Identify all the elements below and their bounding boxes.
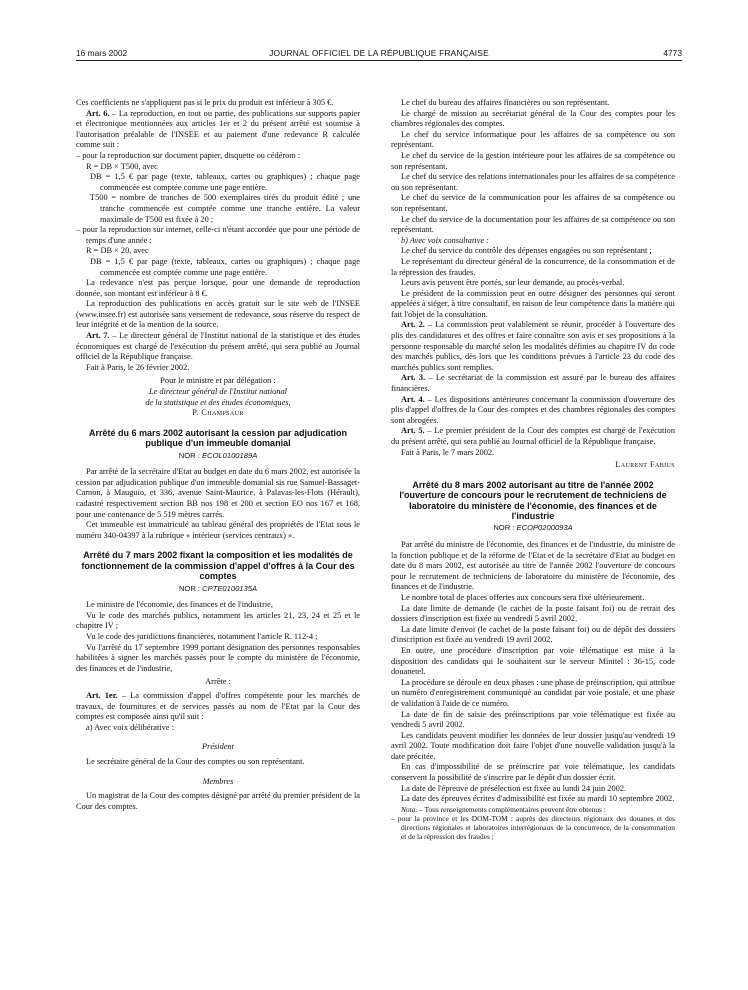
paragraph: Par arrêté du ministre de l'économie, des finances et de l'industrie, du ministre de la fonction publique et de la réforme de l'Etat et de la secrétaire d'Etat au budget en date du 8 mars 2002, est autorisée au titre de l'année 2002 l'ouverture de concours pour le recrutement de techniciens de laboratoire du ministère de l'économie, des finances et de l'industrie. (391, 540, 675, 592)
article-label: Art. 2. (401, 320, 425, 330)
paragraph: Vu l'arrêté du 17 septembre 1999 portant désignation des personnes responsables habilitées à signer les marchés passés pour le compte du ministère de l'économie, des finances et de l'industrie, (76, 642, 360, 673)
list-item: – pour la reproduction sur internet, celle-ci n'étant accordée que pour une période de temps d'une année : (76, 225, 360, 245)
article-label: Art. 7. (86, 331, 110, 341)
paragraph: En cas d'impossibilité de se préinscrire par voie télématique, les candidats conservent la possibilité de s'inscrire par le dépôt d'un dossier écrit. (391, 762, 675, 783)
nota-text: – Tous renseignements complémentaires peuvent être obtenus : (417, 804, 606, 814)
paragraph: Le chargé de mission au secrétariat général de la Cour des comptes pour les chambres régionales des comptes. (391, 108, 675, 129)
paragraph: b) Avec voix consultative : (401, 235, 489, 245)
signatory-name: P. Champsaur (192, 408, 244, 418)
paragraph: a) Avec voix délibérative : (86, 722, 174, 732)
signatory-name: Laurent Fabius (615, 460, 675, 470)
paragraph: La date limite de demande (le cachet de la poste faisant foi) ou de retrait des dossiers d'inscription est fixée au vendredi 5 avril 2002. (391, 603, 675, 624)
nor-reference (76, 584, 360, 595)
article-label: Art. 5. (401, 426, 425, 436)
article-5 (391, 426, 675, 447)
decree-heading: Arrêté du 6 mars 2002 autorisant la cession par adjudication publique d'un immeuble domanial (88, 427, 348, 449)
paragraph: Le ministre de l'économie, des finances et de l'industrie, (86, 600, 273, 610)
paragraph: Le chef du service du contrôle des dépenses engagées ou son représentant ; (401, 246, 652, 256)
signature-line: Pour le ministre et par délégation : (160, 376, 276, 386)
article-label: Art. 4. (401, 394, 425, 404)
page-number: 4773 (663, 48, 682, 58)
article-label: Art. 6. (86, 108, 110, 118)
article-text: – Le directeur général de l'Institut national de la statistique et des études économiques est chargé de l'exécution du présent arrêté, qui sera publié au Journal officiel de la République française. (76, 331, 361, 362)
signature-line: Le directeur général de l'Institut national (149, 387, 287, 397)
paragraph: Par arrêté de la secrétaire d'Etat au budget en date du 6 mars 2002, est autorisée la cession par adjudication publique d'un immeuble domanial sis rue Samuel-Bassaget-Carnon, à Mauguio, et 336, avenue Saint-Maurice, à Palavas-les-Flots (Hérault), cadastré respectivement section BB nos 198 et 200 et section EO nos 167 et 168, pour une contenance de 5 519 mètres carrés. (76, 467, 360, 519)
paragraph: Le chef du service de la documentation pour les affaires de sa compétence ou son représentant. (391, 214, 675, 235)
paragraph: Ces coefficients ne s'appliquent pas si le prix du produit est inférieur à 305 €. (76, 98, 334, 107)
nor-label: NOR : (178, 450, 202, 460)
paragraph: Le chef du bureau des affaires financières ou son représentant. (401, 98, 610, 107)
paragraph: La reproduction des publications en accès gratuit sur le site web de l'INSEE (www.insee.fr) est autorisée sans versement de redevance, sous réserve du respect de leur intégrité et de la mention de la source. (76, 299, 360, 330)
decree-heading: Arrêté du 7 mars 2002 fixant la composition et les modalités de fonctionnement de la commission d'appel d'offres à la Cour des comptes (81, 550, 355, 582)
journal-title: JOURNAL OFFICIEL DE LA RÉPUBLIQUE FRANÇAISE (269, 48, 489, 58)
nor-reference (391, 523, 675, 534)
article-label: Art. 3. (401, 373, 426, 383)
date-line: Fait à Paris, le 26 février 2002. (86, 362, 190, 372)
paragraph: Les candidats peuvent modifier les données de leur dossier jusqu'au vendredi 19 avril 2002. Toute modification doit faire l'objet d'une nouvelle validation jusqu'à la date précitée. (391, 730, 675, 761)
article-text: – La commission d'appel d'offres compétente pour les marchés de travaux, de fournitures et de services passés au nom de l'Etat par la Cour des comptes est composée ainsi qu'il suit : (76, 690, 361, 722)
nota (391, 805, 675, 814)
page-header (76, 44, 682, 61)
formula: R = DB × 20, avec (86, 246, 149, 256)
right-column (391, 98, 675, 842)
signature-line: de la statistique et des études économiques, (145, 397, 291, 407)
formula: R = DB × T500, avec (86, 161, 158, 171)
nota-label: Nota. (401, 804, 418, 814)
paragraph: La date de fin de saisie des préinscriptions par voie télématique est fixée au vendredi 5 avril 2002. (391, 709, 675, 730)
paragraph: Le chef du service informatique pour les affaires de sa compétence ou son représentant. (391, 129, 675, 150)
paragraph: La redevance n'est pas perçue lorsque, pour une demande de reproduction donnée, son montant est inférieur à 8 €. (76, 278, 360, 298)
article-3 (391, 373, 675, 394)
paragraph: Vu le code des marchés publics, notamment les articles 21, 23, 24 et 25 et le chapitre IV ; (76, 610, 360, 631)
nor-code: ECOP0200093A (516, 523, 573, 533)
paragraph: La date limite d'envoi (le cachet de la poste faisant foi) ou de dépôt des dossiers d'inscription est fixée au vendredi 19 avril 2002. (391, 624, 675, 645)
nor-reference (76, 451, 360, 462)
paragraph: La date de l'épreuve de présélection est fixée au lundi 24 juin 2002. (401, 783, 627, 793)
paragraph: Cet immeuble est immatriculé au tableau général des propriétés de l'Etat sous le numéro 340-04397 à la rubrique « intérieur (services centraux) ». (76, 520, 360, 540)
article-label: Art. 1er. (86, 690, 118, 700)
left-column (76, 98, 360, 812)
article-7 (76, 331, 360, 363)
paragraph: La date des épreuves écrites d'admissibilité est fixée au mardi 10 septembre 2002. (401, 794, 675, 804)
article-text: – Le secrétariat de la commission est assuré par le bureau des affaires financières. (391, 373, 675, 394)
article-text: – La commission peut valablement se réunir, procéder à l'ouverture des plis des candidatures et des offres et faire connaître son avis et ses propositions à la personne responsable du marché selon les modalités définies au chapitre IV du code des marchés publics, dès lors que les conditions prévues à l'article 23 du code des marchés publics sont remplies. (391, 320, 675, 372)
date-line: Fait à Paris, le 7 mars 2002. (401, 447, 495, 457)
paragraph: Le secrétaire général de la Cour des comptes ou son représentant. (86, 756, 305, 766)
definition: DB = 1,5 € par page (texte, tableaux, cartes ou graphiques) ; chaque page commencée est comptée comme une page entière. (90, 256, 360, 277)
article-2 (391, 320, 675, 373)
paragraph: Le chef du service des relations internationales pour les affaires de sa compétence ou son représentant. (391, 172, 675, 192)
decree-heading: Arrêté du 8 mars 2002 autorisant au titre de l'année 2002 l'ouverture de concours pour le recrutement de techniciens de laboratoire du ministère de l'économie, des finances et de l'industrie (399, 479, 667, 521)
nor-code: ECOL0100189A (201, 450, 258, 460)
paragraph: Le nombre total de places offertes aux concours sera fixé ultérieurement. (401, 592, 645, 602)
paragraph: Un magistrat de la Cour des comptes désigné par arrêté du premier président de la Cour des comptes. (76, 791, 360, 811)
nota-item: – pour la province et les DOM-TOM : auprès des directeurs régionaux des douanes et des directions régionales et laboratoires interrégionaux de la concurrence, de la consommation et de la répression des fraudes ; (391, 814, 675, 842)
section-title: Membres (202, 776, 234, 786)
paragraph: Le représentant du directeur général de la concurrence, de la consommation et de la répression des fraudes. (391, 256, 675, 277)
nor-code: CPTE0100135A (202, 583, 258, 593)
article-1 (76, 691, 360, 723)
article-text: – La reproduction, en tout ou partie, des publications sur supports papier et électronique mentionnées aux articles 1er et 2 du présent arrêté est soumise à l'autorisation préalable de l'INSEE et au paiement d'une redevance R calculée comme suit : (76, 108, 361, 150)
paragraph: La procédure se déroule en deux phases : une phase de préinscription, qui attribue un numéro d'enregistrement communiqué au candidat par voie postale, et une phase de validation à l'aide de ce numéro. (391, 677, 675, 708)
section-title: Président (202, 742, 234, 752)
nor-label: NOR : (178, 583, 203, 593)
definition: T500 = nombre de tranches de 500 exemplaires tirés du produit édité ; une tranche commencée est comptée comme une tranche entière. La valeur maximale de T500 est fixée à 20 ; (90, 193, 360, 224)
article-4 (391, 395, 675, 427)
nor-label: NOR : (493, 523, 517, 533)
paragraph: Vu le code des juridictions financières, notamment l'article R. 112-4 ; (86, 631, 318, 641)
paragraph: Leurs avis peuvent être portés, sur leur demande, au procès-verbal. (401, 278, 625, 288)
article-text: – Les dispositions antérieures concernant la commission d'ouverture des plis d'appel d'offres de la Cour des comptes et des chambres régionales des comptes sont abrogées. (391, 394, 676, 425)
article-text: – Le premier président de la Cour des comptes est chargé de l'exécution du présent arrêté, qui sera publié au Journal officiel de la République française. (391, 426, 675, 446)
paragraph: Le chef du service de la communication pour les affaires de sa compétence ou son représentant. (391, 193, 675, 213)
definition: DB = 1,5 € par page (texte, tableaux, cartes ou graphiques) ; chaque page commencée est comptée comme une page entière. (90, 172, 360, 192)
issue-date: 16 mars 2002 (76, 48, 128, 58)
list-item: – pour la reproduction sur document papier, disquette ou cédérom : (76, 150, 301, 160)
paragraph: En outre, une procédure d'inscription par voie télématique est mise à la disposition des candidats qui le souhaitent sur le serveur Minitel : 36-15, code douanetel. (391, 645, 675, 677)
paragraph: Le chef du service de la gestion intérieure pour les affaires de sa compétence ou son représentant. (391, 150, 675, 171)
arrete-line: Arrête : (205, 677, 231, 687)
paragraph: Le président de la commission peut en outre désigner des personnes qui seront appelées à siéger, à titre consultatif, en raison de leur compétence dans la matière qui fait l'objet de la consultation. (391, 288, 675, 319)
article-6 (76, 109, 360, 151)
